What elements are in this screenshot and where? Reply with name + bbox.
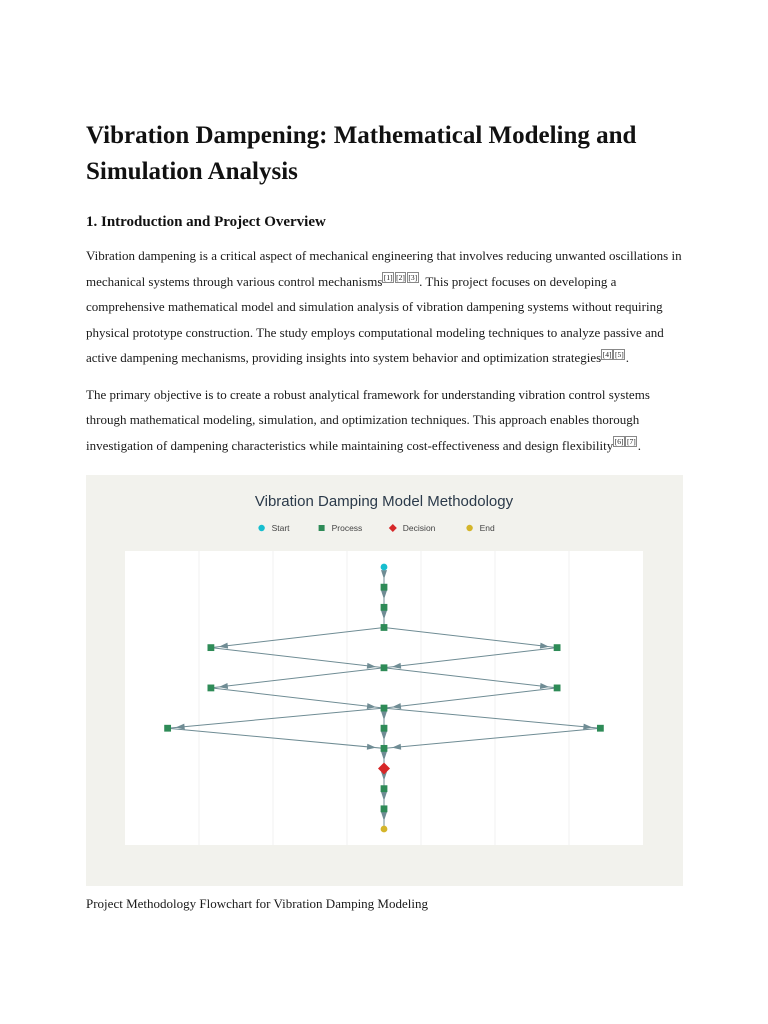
- legend-marker: [319, 525, 325, 531]
- citation-link[interactable]: [7]: [626, 437, 636, 447]
- paragraph-text: . This project focuses on developing a comprehensive mathematical model and simulation analysis of vibration dampening systems without requiring physical prototype construction. The study employs computational modeling techniques to analyze passive and active dampening mechanisms, providing insights into system behavior and optimization strategies: [86, 273, 664, 365]
- intro-paragraph-2: [86, 382, 684, 459]
- flow-node-process[interactable]: [381, 705, 388, 712]
- citation-link[interactable]: [3]: [408, 273, 418, 283]
- flow-node-process[interactable]: [381, 584, 388, 591]
- flow-node-process[interactable]: [597, 725, 604, 732]
- flow-node-process[interactable]: [207, 685, 214, 692]
- methodology-figure: [86, 475, 683, 886]
- flowchart-chart: [86, 475, 683, 886]
- flow-node-process[interactable]: [164, 725, 171, 732]
- flow-node-process[interactable]: [381, 725, 388, 732]
- paragraph-text: .: [637, 437, 641, 453]
- citation-group: [601, 350, 626, 359]
- citation-link[interactable]: [6]: [614, 437, 624, 447]
- citation-link[interactable]: [5]: [614, 349, 624, 359]
- flow-node-process[interactable]: [207, 644, 214, 651]
- flow-node-process[interactable]: [554, 685, 561, 692]
- legend-marker: [389, 524, 397, 532]
- legend-marker: [466, 525, 472, 531]
- document-title: Vibration Dampening: Mathematical Modeling and Simulation Analysis: [86, 122, 637, 185]
- chart-title: Vibration Damping Model Methodology: [254, 493, 514, 510]
- flow-node-process[interactable]: [381, 745, 388, 752]
- intro-paragraph-1: [86, 243, 684, 371]
- flow-node-start[interactable]: [381, 564, 388, 571]
- legend-marker: [258, 525, 264, 531]
- legend-item-process[interactable]: [319, 523, 363, 533]
- flow-node-process[interactable]: [381, 624, 388, 631]
- legend-label: Decision: [402, 523, 436, 534]
- chart-legend: [258, 523, 495, 533]
- paragraph-text: The primary objective is to create a robust analytical framework for understanding vibration control systems through mathematical modeling, simulation, and optimization techniques. This approach enables thorough investigation of dampening characteristics while maintaining cost-effectiveness and design flexibility: [86, 386, 650, 453]
- legend-label: Start: [271, 523, 290, 534]
- flow-node-process[interactable]: [554, 644, 561, 651]
- paragraph-text: Vibration dampening is a critical aspect of mechanical engineering that involves reducing unwanted oscillations in mechanical systems through various control mechanisms: [86, 248, 682, 289]
- figure-caption: Project Methodology Flowchart for Vibration Damping Modeling: [86, 896, 428, 911]
- citation-group: [613, 437, 638, 446]
- legend-label: End: [479, 523, 495, 534]
- citation-link[interactable]: [4]: [602, 349, 612, 359]
- document-page: [86, 118, 684, 912]
- citation-group: [382, 273, 419, 282]
- section-heading: 1. Introduction and Project Overview: [86, 214, 326, 230]
- legend-item-end[interactable]: [466, 523, 495, 533]
- citation-link[interactable]: [1]: [383, 273, 393, 283]
- paragraph-text: .: [625, 350, 629, 365]
- legend-item-decision[interactable]: [389, 523, 436, 533]
- flow-node-process[interactable]: [381, 785, 388, 792]
- flow-node-process[interactable]: [381, 805, 388, 812]
- flow-node-end[interactable]: [381, 826, 388, 833]
- legend-item-start[interactable]: [258, 523, 290, 533]
- flow-node-process[interactable]: [381, 604, 388, 611]
- legend-label: Process: [331, 523, 363, 534]
- citation-link[interactable]: [2]: [396, 273, 405, 283]
- flow-node-process[interactable]: [381, 664, 388, 671]
